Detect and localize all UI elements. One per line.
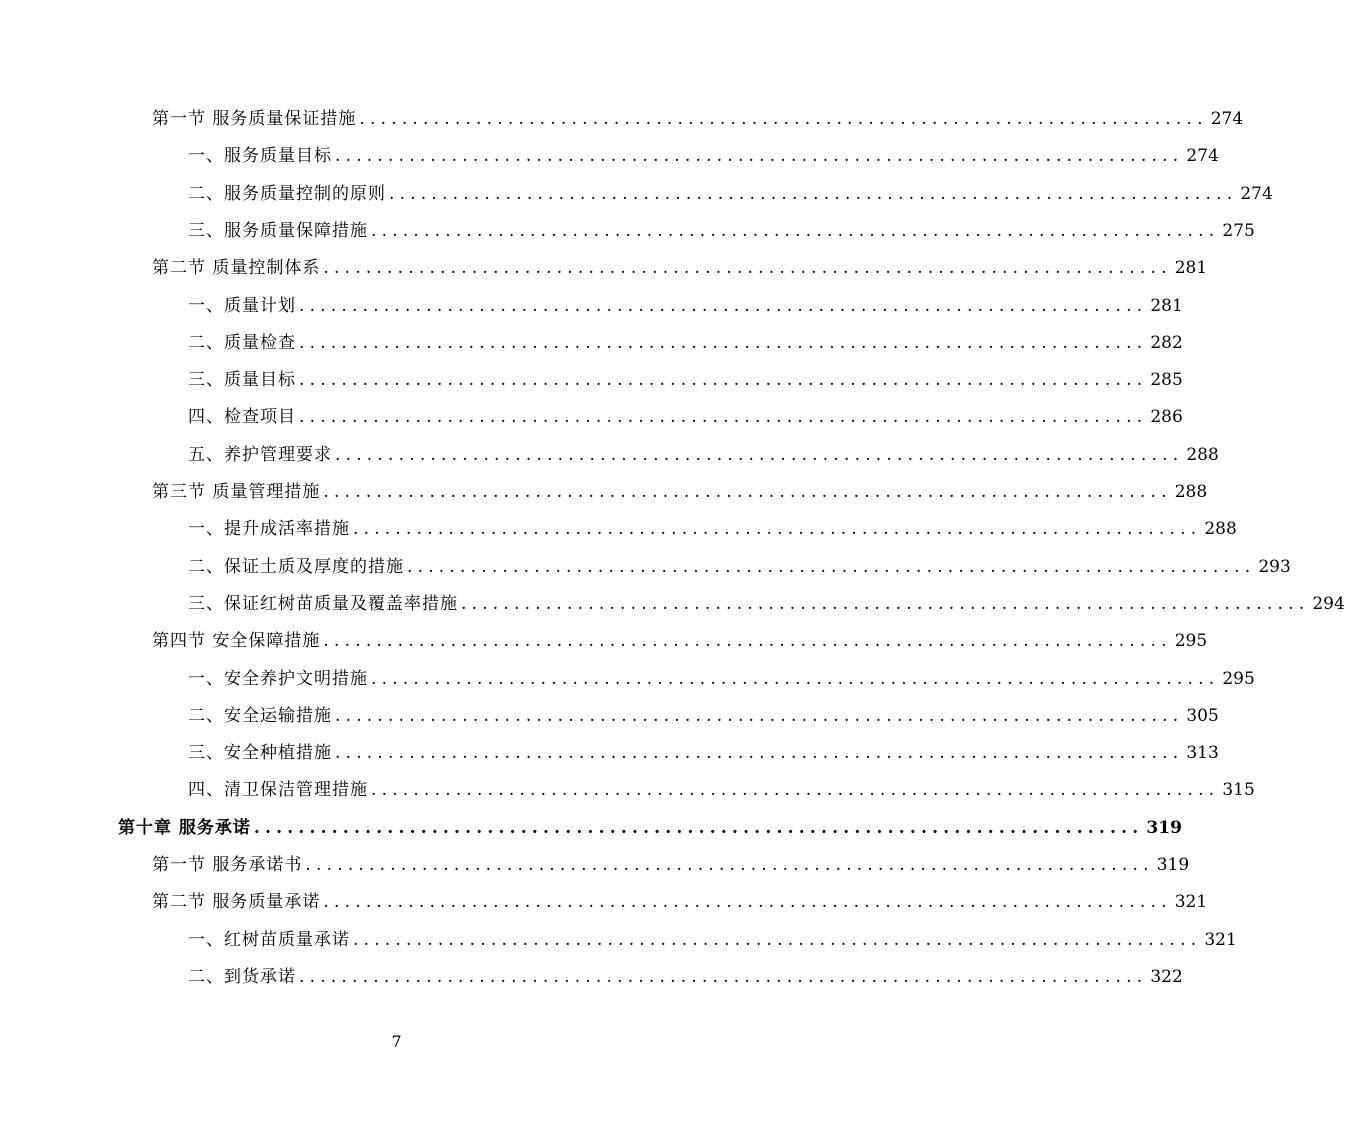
toc-entry-label: 三、安全种植措施 xyxy=(188,743,332,764)
toc-entry-page-number: 295 xyxy=(1222,668,1255,689)
dot-leader: ................................................................................ xyxy=(299,966,1148,987)
dot-leader: ................................................................................ xyxy=(335,146,1184,167)
toc-entry-label: 三、质量目标 xyxy=(188,370,296,391)
toc-entry-page-number: 322 xyxy=(1150,966,1183,987)
dot-leader: ................................................................................ xyxy=(323,892,1172,913)
dot-leader: ................................................................................ xyxy=(407,556,1256,577)
toc-entry-page-number: 288 xyxy=(1174,482,1208,502)
dot-leader: ................................................................................ xyxy=(323,258,1172,279)
dot-leader: ................................................................................ xyxy=(389,183,1238,204)
toc-subsection-entry[interactable] xyxy=(188,738,1219,768)
toc-section-entry[interactable] xyxy=(152,850,1190,880)
toc-subsection-entry[interactable] xyxy=(188,291,1183,321)
toc-subsection-entry[interactable] xyxy=(188,962,1183,992)
dot-leader: ................................................................................ xyxy=(335,705,1184,726)
toc-subsection-entry[interactable] xyxy=(188,925,1237,955)
toc-entry-page-number: 321 xyxy=(1204,929,1237,950)
toc-entry-page-number: 286 xyxy=(1150,407,1183,428)
toc-entry-page-number: 288 xyxy=(1204,519,1237,540)
toc-entry-page-number: 295 xyxy=(1174,631,1208,652)
dot-leader: ................................................................................ xyxy=(323,482,1172,502)
toc-section-entry[interactable] xyxy=(152,477,1208,507)
dot-leader: ................................................................................ xyxy=(323,631,1172,652)
toc-entry-page-number: 313 xyxy=(1186,743,1219,764)
toc-entry-page-number: 274 xyxy=(1186,146,1219,167)
dot-leader: ................................................................................ xyxy=(461,593,1310,614)
dot-leader: ................................................................................ xyxy=(359,109,1208,129)
toc-subsection-entry[interactable] xyxy=(188,552,1291,582)
toc-entry-label: 五、养护管理要求 xyxy=(188,444,332,465)
toc-subsection-entry[interactable] xyxy=(188,701,1219,731)
toc-subsection-entry[interactable] xyxy=(188,402,1183,432)
toc-section-entry[interactable] xyxy=(152,626,1208,656)
toc-entry-page-number: 293 xyxy=(1258,556,1291,577)
dot-leader: ................................................................................ xyxy=(371,668,1220,689)
toc-subsection-entry[interactable] xyxy=(188,179,1273,209)
toc-entry-label: 三、保证红树苗质量及覆盖率措施 xyxy=(188,593,458,614)
toc-entry-label: 二、到货承诺 xyxy=(188,966,296,987)
toc-entry-label: 第十章 服务承诺 xyxy=(118,817,251,838)
toc-entry-page-number: 288 xyxy=(1186,444,1219,465)
toc-entry-page-number: 274 xyxy=(1240,183,1273,204)
toc-section-entry[interactable] xyxy=(152,887,1208,917)
dot-leader: ................................................................................ xyxy=(299,407,1148,428)
toc-entry-page-number: 315 xyxy=(1222,780,1255,801)
toc-entry-page-number: 294 xyxy=(1312,593,1345,614)
toc-entry-label: 一、质量计划 xyxy=(188,295,296,316)
toc-section-entry[interactable] xyxy=(152,104,1244,134)
toc-entry-label: 一、服务质量目标 xyxy=(188,146,332,167)
toc-entry-label: 三、服务质量保障措施 xyxy=(188,220,368,241)
toc-entry-label: 一、提升成活率措施 xyxy=(188,519,350,540)
toc-entry-page-number: 275 xyxy=(1222,220,1255,241)
toc-subsection-entry[interactable] xyxy=(188,589,1345,619)
dot-leader: ................................................................................ xyxy=(353,519,1202,540)
toc-subsection-entry[interactable] xyxy=(188,440,1219,470)
toc-entry-label: 一、红树苗质量承诺 xyxy=(188,929,350,950)
toc-entry-page-number: 319 xyxy=(1156,855,1190,875)
toc-entry-label: 四、检查项目 xyxy=(188,407,296,428)
toc-entry-label: 二、安全运输措施 xyxy=(188,705,332,726)
toc-entry-label: 第四节 安全保障措施 xyxy=(152,631,321,652)
dot-leader: ................................................................................ xyxy=(299,370,1148,391)
dot-leader: ................................................................................ xyxy=(371,220,1220,241)
toc-subsection-entry[interactable] xyxy=(188,775,1255,805)
toc-subsection-entry[interactable] xyxy=(188,365,1183,395)
toc-entry-page-number: 285 xyxy=(1150,370,1183,391)
toc-subsection-entry[interactable] xyxy=(188,216,1255,246)
toc-subsection-entry[interactable] xyxy=(188,664,1255,694)
toc-entry-page-number: 274 xyxy=(1210,109,1244,129)
dot-leader: ................................................................................ xyxy=(299,295,1148,316)
toc-section-entry[interactable] xyxy=(152,253,1208,283)
toc-entry-label: 第二节 质量控制体系 xyxy=(152,258,321,279)
toc-entry-page-number: 321 xyxy=(1174,892,1208,913)
toc-entry-page-number: 282 xyxy=(1150,332,1183,353)
toc-entry-page-number: 319 xyxy=(1146,817,1182,838)
dot-leader: ................................................................................ xyxy=(371,780,1220,801)
toc-subsection-entry[interactable] xyxy=(188,514,1237,544)
toc-subsection-entry[interactable] xyxy=(188,328,1183,358)
toc-chapter-entry[interactable] xyxy=(118,813,1182,843)
toc-entry-label: 二、质量检查 xyxy=(188,332,296,353)
toc-entry-page-number: 305 xyxy=(1186,705,1219,726)
dot-leader: ................................................................................ xyxy=(335,743,1184,764)
toc-entry-label: 二、服务质量控制的原则 xyxy=(188,183,386,204)
dot-leader: ................................................................................ xyxy=(299,332,1148,353)
toc-entry-page-number: 281 xyxy=(1174,258,1208,279)
toc-entry-label: 一、安全养护文明措施 xyxy=(188,668,368,689)
dot-leader: ................................................................................ xyxy=(253,817,1144,838)
toc-entry-label: 第三节 质量管理措施 xyxy=(152,482,321,502)
page-number: 7 xyxy=(391,1032,402,1051)
toc-entry-label: 第二节 服务质量承诺 xyxy=(152,892,321,913)
toc-entry-label: 四、清卫保洁管理措施 xyxy=(188,780,368,801)
toc-subsection-entry[interactable] xyxy=(188,141,1219,171)
toc-entry-page-number: 281 xyxy=(1150,295,1183,316)
dot-leader: ................................................................................ xyxy=(353,929,1202,950)
toc-entry-label: 第一节 服务质量保证措施 xyxy=(152,109,357,129)
dot-leader: ................................................................................ xyxy=(335,444,1184,465)
toc-entry-label: 二、保证土质及厚度的措施 xyxy=(188,556,404,577)
toc-entry-label: 第一节 服务承诺书 xyxy=(152,855,303,875)
dot-leader: ................................................................................ xyxy=(305,855,1154,875)
